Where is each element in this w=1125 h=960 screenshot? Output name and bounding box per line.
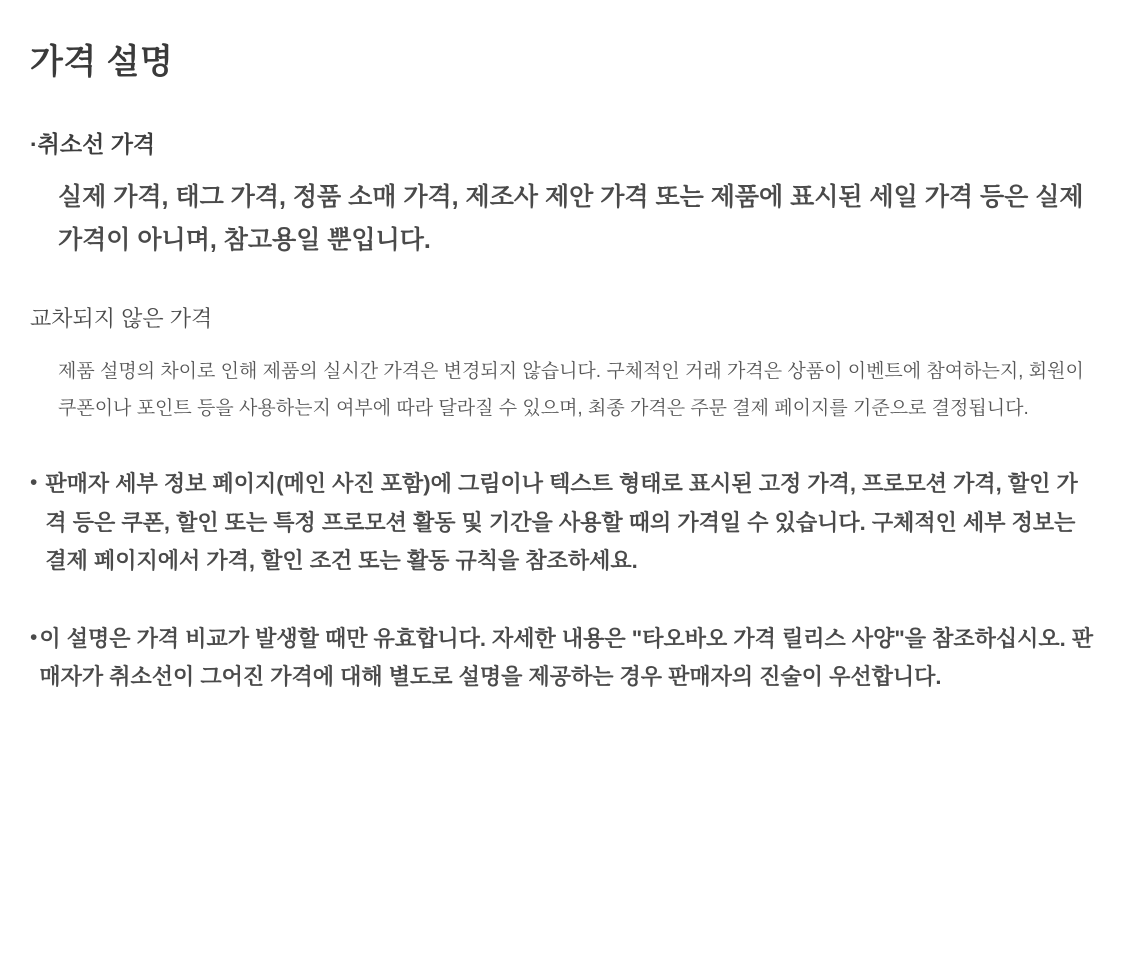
bullet-icon: • [30,471,38,495]
section-strikethrough-price [30,128,1095,262]
list-item [30,465,1095,580]
section-body-strikethrough-price: 실제 가격, 태그 가격, 정품 소매 가격, 제조사 제안 가격 또는 제품에 표시된 세일 가격 등은 실제 가격이 아니며, 참고용일 뿐입니다. [58,183,1084,255]
section-heading-non-crossed-price: 교차되지 않은 가격 [30,306,213,332]
list-item [30,620,1095,697]
section-non-crossed-price [30,304,1095,427]
list-item-text: 이 설명은 가격 비교가 발생할 때만 유효합니다. 자세한 내용은 "타오바오 가격 릴리스 사양"을 참조하십시오. 판매자가 취소선이 그어진 가격에 대해 별도로 설명을 제공하는 경우 판매자의 진술이 우선합니다. [39,626,1094,690]
list-item-text: 판매자 세부 정보 페이지(메인 사진 포함)에 그림이나 텍스트 형태로 표시된 고정 가격, 프로모션 가격, 할인 가격 등은 쿠폰, 할인 또는 특정 프로모션 활동 및 기간을 사용할 때의 가격일 수 있습니다. 구체적인 세부 정보는 결제 페이지에서 가격, 할인 조건 또는 활동 규칙을 참조하세요. [45,471,1078,573]
section-heading-strikethrough-price: ·취소선 가격 [30,131,156,158]
page-title: 가격 설명 [30,43,174,81]
section-body-non-crossed-price: 제품 설명의 차이로 인해 제품의 실시간 가격은 변경되지 않습니다. 구체적인 거래 가격은 상품이 이벤트에 참여하는지, 회원이 쿠폰이나 포인트 등을 사용하는지 여부에 따라 달라질 수 있으며, 최종 가격은 주문 결제 페이지를 기준으로 결정됩니다. [58,361,1084,420]
bullet-icon: • [30,626,38,650]
